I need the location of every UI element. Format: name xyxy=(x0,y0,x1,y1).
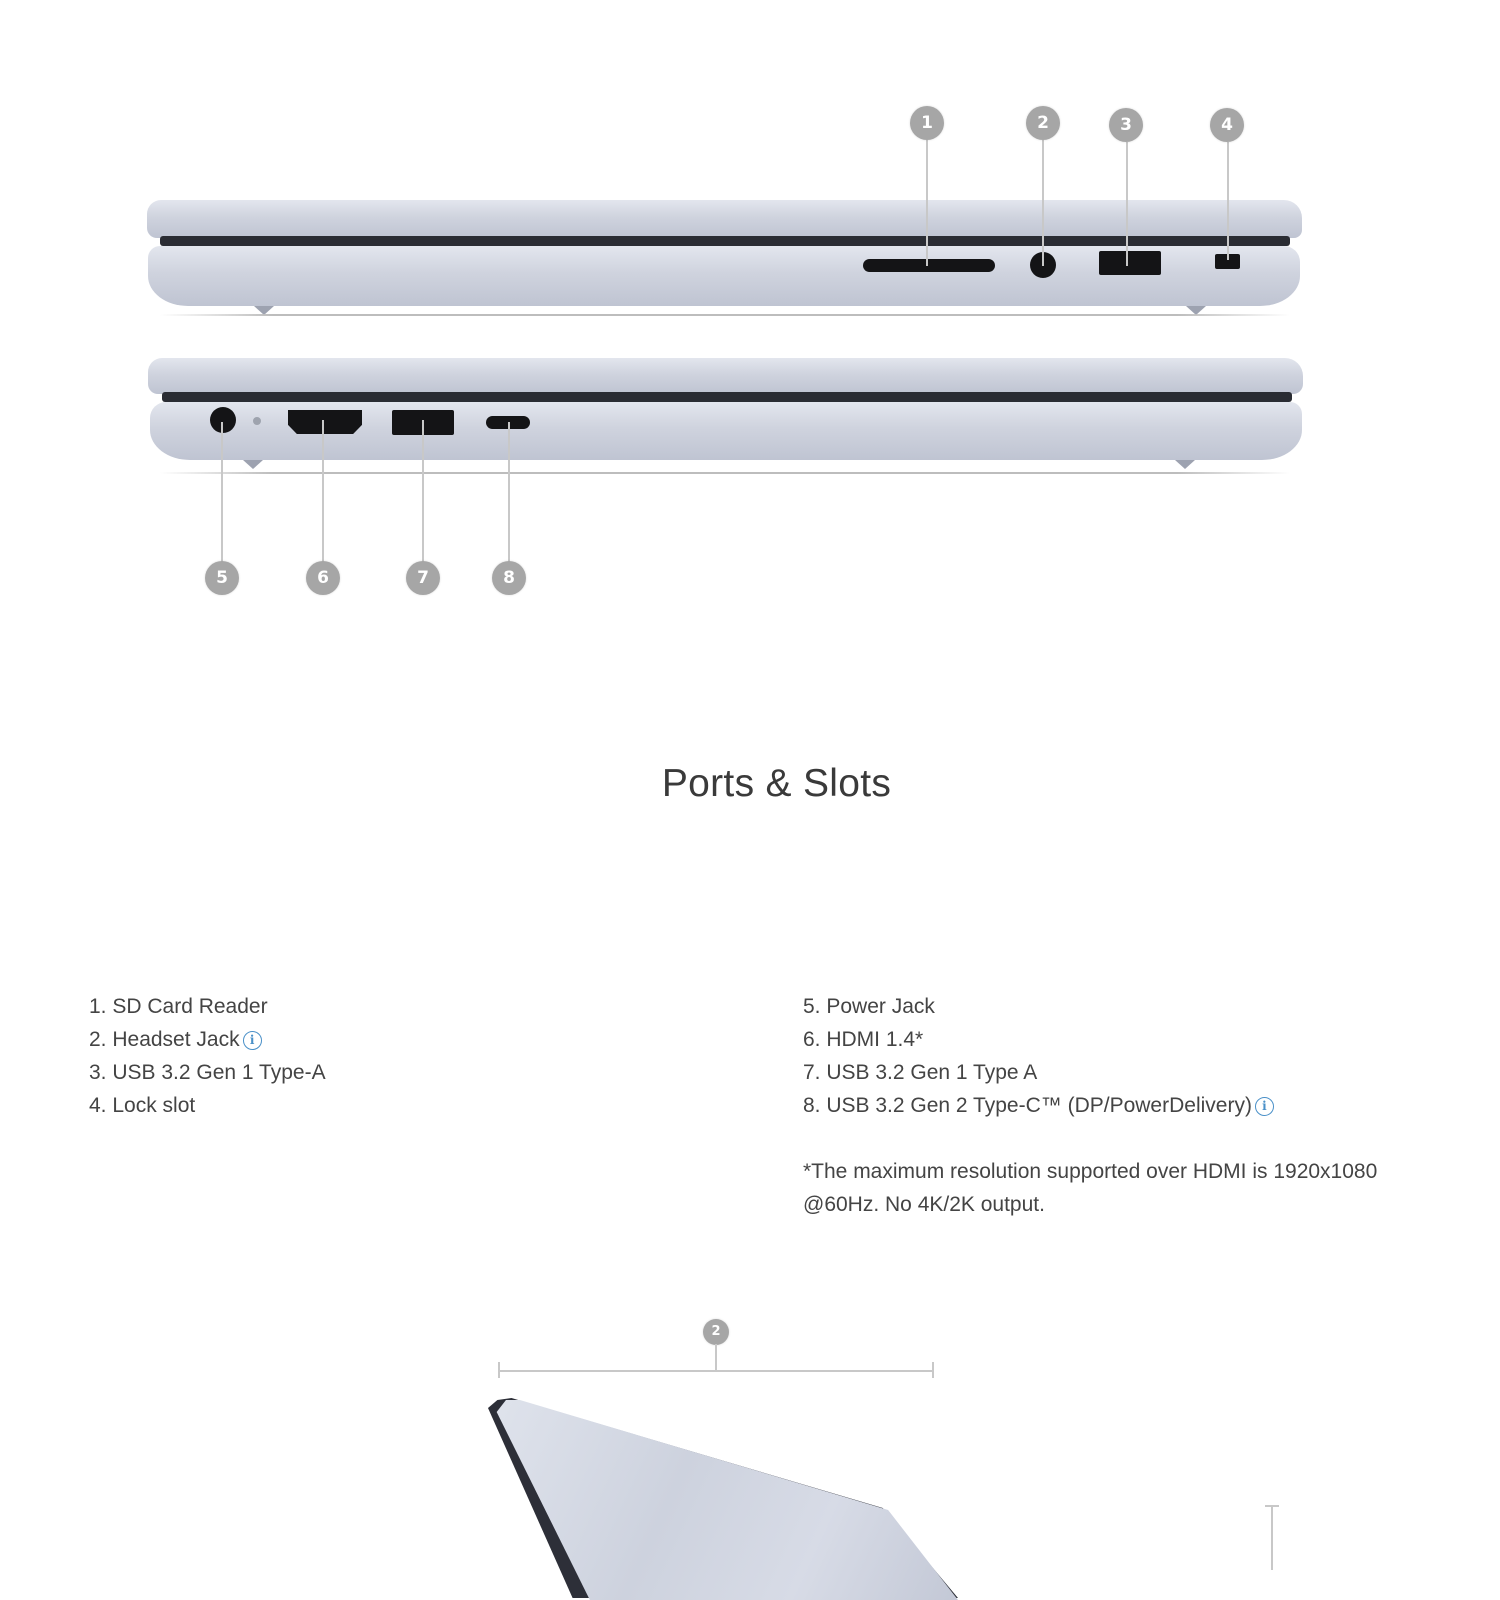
hinge-gap xyxy=(160,236,1290,246)
laptop-foot xyxy=(243,460,263,469)
callout-badge-6: 6 xyxy=(306,561,340,595)
port-item: 7. USB 3.2 Gen 1 Type A xyxy=(803,1061,1038,1084)
callout-badge-1: 1 xyxy=(910,106,944,140)
port-item: 2. Headset Jack i xyxy=(89,1023,326,1056)
height-dimension-line xyxy=(1271,1505,1273,1570)
callout-leader xyxy=(1126,142,1128,266)
hdmi-footnote: *The maximum resolution supported over HDMI is 1920x1080 @60Hz. No 4K/2K output. xyxy=(803,1160,1378,1216)
callout-leader xyxy=(926,140,928,266)
callout-leader xyxy=(1042,140,1044,266)
surface-line xyxy=(160,472,1290,474)
port-item: 1. SD Card Reader xyxy=(89,995,268,1018)
dimension-badge-2: 2 xyxy=(703,1319,729,1345)
width-dimension-line xyxy=(499,1370,934,1372)
laptop-lid xyxy=(147,200,1302,238)
ports-list-right xyxy=(803,990,1274,1122)
callout-badge-4: 4 xyxy=(1210,108,1244,142)
callout-leader xyxy=(1227,142,1229,260)
callout-leader xyxy=(508,422,510,562)
port-item: 4. Lock slot xyxy=(89,1094,196,1117)
power-led xyxy=(253,417,261,425)
usb-a-port xyxy=(1099,251,1161,275)
dimension-leader xyxy=(715,1344,717,1370)
info-circle-icon[interactable]: i xyxy=(243,1031,262,1050)
port-item: 6. HDMI 1.4* xyxy=(803,1028,924,1051)
section-title: Ports & Slots xyxy=(661,762,892,805)
callout-badge-8: 8 xyxy=(492,561,526,595)
dimension-tick xyxy=(932,1362,934,1378)
port-item: 8. USB 3.2 Gen 2 Type-C™ (DP/PowerDelivery) i xyxy=(803,1089,1274,1122)
info-circle-icon[interactable]: i xyxy=(1255,1097,1274,1116)
laptop-lid xyxy=(148,358,1303,394)
callout-badge-7: 7 xyxy=(406,561,440,595)
callout-badge-5: 5 xyxy=(205,561,239,595)
port-item: 3. USB 3.2 Gen 1 Type-A xyxy=(89,1061,326,1084)
callout-leader xyxy=(422,420,424,562)
laptop-foot xyxy=(1175,460,1195,469)
ports-list-left xyxy=(89,990,326,1122)
dimension-tick xyxy=(498,1362,500,1378)
sd-card-slot xyxy=(863,259,995,272)
callout-badge-3: 3 xyxy=(1109,108,1143,142)
callout-leader xyxy=(221,422,223,562)
hdmi-port xyxy=(288,410,362,434)
power-jack-port xyxy=(210,407,236,433)
hinge-gap xyxy=(162,392,1292,402)
callout-leader xyxy=(322,420,324,562)
surface-line xyxy=(160,314,1290,316)
callout-badge-2: 2 xyxy=(1026,106,1060,140)
port-item: 5. Power Jack xyxy=(803,995,935,1018)
